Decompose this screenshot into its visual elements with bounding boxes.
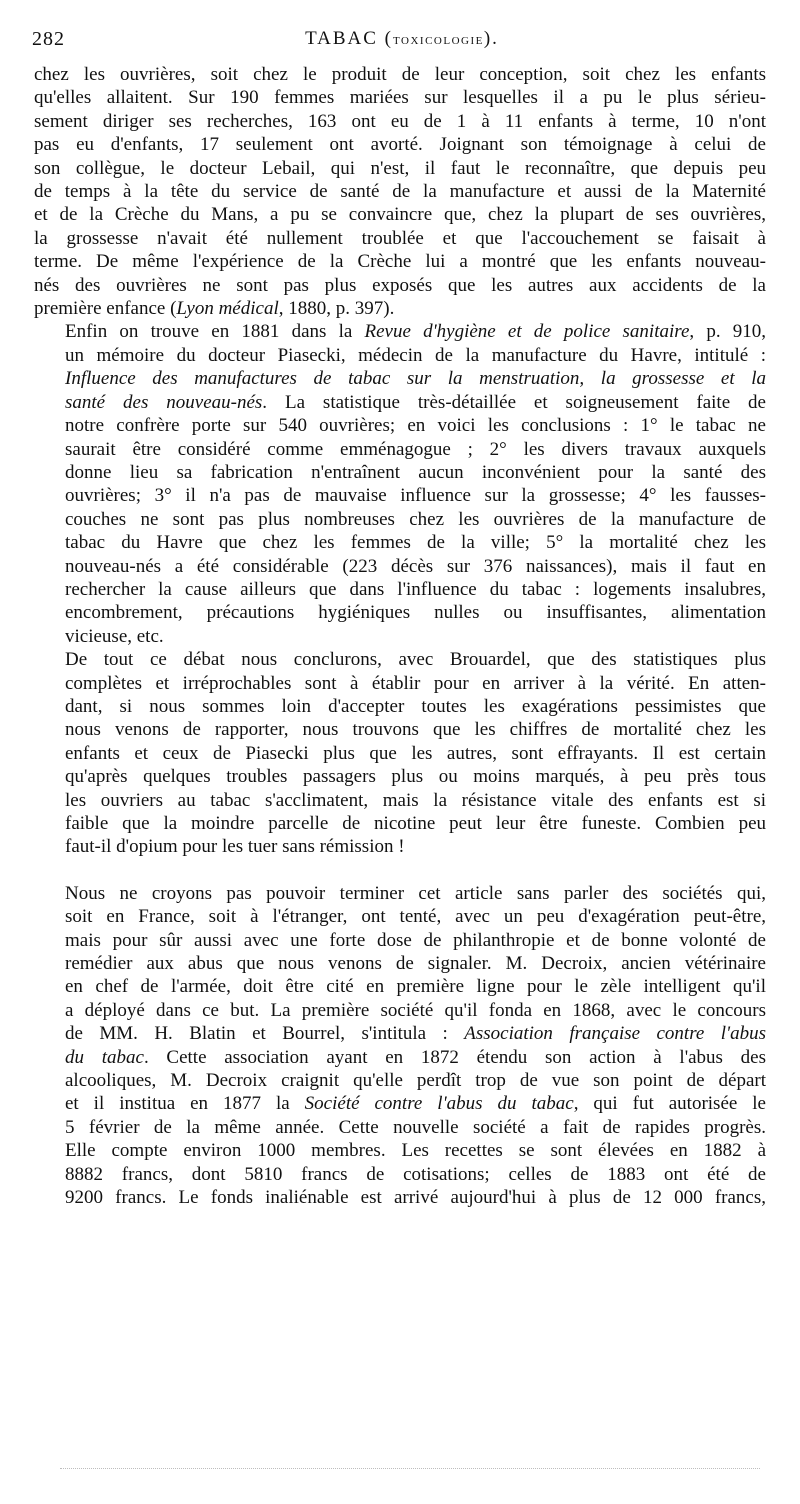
text-line (34, 391, 766, 414)
text-line: 9200 francs. Le fonds inaliénable est arrivé aujourd'hui à plus de 12 000 francs, (65, 1187, 766, 1209)
text-line: donne lieu sa fabrication n'entraînent aucun inconvénient pour la santé des (65, 461, 766, 483)
text-run: , p. 910, (689, 321, 766, 343)
paragraph-societies (34, 882, 766, 1210)
text-line: faut-il d'opium pour les tuer sans rémission ! (65, 836, 405, 858)
text-line: Nous ne croyons pas pouvoir terminer cet article sans parler des sociétés qui, (65, 882, 766, 904)
paragraph-piasecki-memoir (34, 320, 766, 648)
society-name-association-end: du tabac (65, 1046, 144, 1068)
text-run: Enfin on trouve en 1881 dans la (65, 321, 365, 343)
text-run: . Cette association ayant en 1872 étendu son action à l'abus des (143, 1046, 766, 1068)
text-run: première enfance ( (34, 298, 177, 320)
society-name-association: Association française contre l'abus (464, 1023, 766, 1045)
text-line: de temps à la tête du service de santé de la manufacture et aussi de la Maternité (34, 181, 766, 203)
text-run: et il institua en 1877 la (65, 1093, 305, 1115)
text-line: qu'elles allaitent. Sur 190 femmes mariées sur lesquelles il a pu le plus sérieu- (34, 87, 766, 109)
text-line: nés des ouvrières ne sont pas plus exposés que les autres aux accidents de la (34, 274, 766, 296)
text-line: soit en France, soit à l'étranger, ont tenté, avec un peu d'exagération peut-être, (65, 906, 766, 928)
text-line: Elle compte environ 1000 membres. Les recettes se sont élevées en 1882 à (65, 1140, 766, 1162)
text-run: , qui fut autorisée le (573, 1093, 766, 1115)
running-title-close: ). (483, 28, 499, 49)
text-line: son collègue, le docteur Lebail, qui n'est, il faut le reconnaître, que depuis peu (34, 157, 766, 179)
text-line: a déployé dans ce but. La première société qu'il fonda en 1868, avec le concours (65, 999, 766, 1021)
paragraph-continued-mortality-study (34, 63, 766, 320)
text-line: saurait être considéré comme emménagogue ; 2° les divers travaux auxquels (65, 438, 766, 460)
text-line: enfants et ceux de Piasecki plus que les autres, sont effrayants. Il est certain (65, 742, 766, 764)
text-line (34, 320, 766, 343)
text-line: alcooliques, M. Decroix craignit qu'elle perdît trop de vue son point de départ (65, 1070, 766, 1092)
text-line: rechercher la cause ailleurs que dans l'influence du tabac : logements insalubres, (65, 578, 766, 600)
text-line (34, 1092, 766, 1115)
society-name-societe: Société contre l'abus du tabac (304, 1093, 574, 1115)
paragraph-conclusion (34, 648, 766, 859)
citation-revue-hygiene: Revue d'hygiène et de police sanitaire (364, 321, 690, 343)
text-line (34, 297, 766, 320)
citation-lyon-medical: Lyon médical (176, 298, 279, 320)
text-run: , 1880, p. 397). (278, 298, 395, 320)
text-run: . La statistique très-détaillée et soigneusement faite de (262, 391, 766, 413)
text-line: en chef de l'armée, doit être cité en première ligne pour le zèle intelligent qu'il (65, 976, 766, 998)
text-line: complètes et irréprochables sont à établir pour en arriver à la vérité. En atten- (65, 672, 766, 694)
text-line: et de la Crèche du Mans, a pu se convaincre que, chez la plupart de ses ouvrières, (34, 204, 766, 226)
text-line: remédier aux abus que nous venons de signaler. M. Decroix, ancien vétérinaire (65, 953, 766, 975)
text-line: mais pour sûr aussi avec une forte dose de philanthropie et de bonne volonté de (65, 929, 766, 951)
running-title-main: TABAC ( (305, 28, 394, 49)
text-line: un mémoire du docteur Piasecki, médecin de la manufacture du Havre, intitulé : (65, 344, 766, 366)
footer-dotted-rule (60, 1468, 760, 1469)
text-line: 5 février de la même année. Cette nouvelle société a fait de rapides progrès. (65, 1116, 766, 1138)
text-line: 8882 francs, dont 5810 francs de cotisations; celles de 1883 ont été de (65, 1163, 766, 1185)
running-title (32, 28, 772, 50)
text-line: les ouvriers au tabac s'acclimatent, mais la résistance vitale des enfants est si (65, 789, 766, 811)
page-number: 282 (32, 28, 65, 50)
text-line: la grossesse n'avait été nullement troublée et que l'accouchement se faisait à (34, 227, 766, 249)
text-line (34, 1022, 766, 1045)
text-line: dant, si nous sommes loin d'accepter toutes les exagérations pessimistes que (65, 695, 766, 717)
text-line: sement diriger ses recherches, 163 ont eu de 1 à 11 enfants à terme, 10 n'ont (34, 110, 766, 132)
page-header (32, 28, 772, 58)
body-text (34, 63, 766, 1210)
running-title-subtitle: toxicologie (393, 32, 484, 48)
text-line: encombrement, précautions hygiéniques nulles ou insuffisantes, alimentation (65, 602, 766, 624)
text-line: couches ne sont pas plus nombreuses chez les ouvrières de la manufacture de (65, 508, 766, 530)
text-run: de MM. H. Blatin et Bourrel, s'intitula : (65, 1023, 465, 1045)
text-line: qu'après quelques troubles passagers plus ou moins marqués, à peu près tous (65, 766, 766, 788)
text-line: pas eu d'enfants, 17 seulement ont avorté. Joignant son témoignage à celui de (34, 134, 766, 156)
text-line: chez les ouvrières, soit chez le produit de leur conception, soit chez les enfants (34, 64, 766, 85)
text-line: vicieuse, etc. (65, 625, 164, 647)
text-line: faible que la moindre parcelle de nicotine peut leur être funeste. Combien peu (65, 813, 766, 834)
text-line: nouveau-nés a été considérable (223 décès sur 376 naissances), mais il faut en (65, 555, 766, 577)
memoir-title-end: santé des nouveau-nés (65, 391, 263, 413)
text-line: tabac du Havre que chez les femmes de la ville; 5° la mortalité chez les (65, 532, 766, 554)
text-line: De tout ce débat nous conclurons, avec Brouardel, que des statistiques plus (65, 649, 766, 671)
memoir-title: Influence des manufactures de tabac sur la menstruation, la grossesse et la (65, 368, 766, 390)
text-line: terme. De même l'expérience de la Crèche lui a montré que les enfants nouveau- (34, 251, 766, 273)
text-line (34, 1046, 766, 1069)
text-line: notre confrère porte sur 540 ouvrières; en voici les conclusions : 1° le tabac ne (65, 415, 766, 437)
text-line: ouvrières; 3° il n'a pas de mauvaise influence sur la grossesse; 4° les fausses- (65, 485, 766, 507)
text-line: nous venons de rapporter, nous trouvons que les chiffres de mortalité chez les (65, 719, 766, 741)
